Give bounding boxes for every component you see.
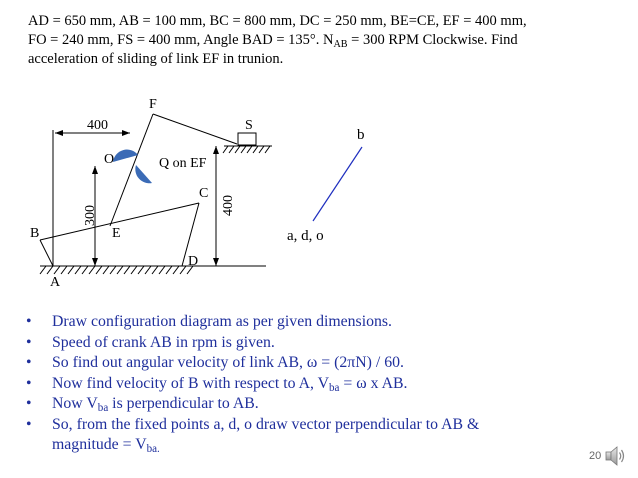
label-e: E <box>112 226 121 241</box>
label-f: F <box>149 97 157 112</box>
link-ef <box>110 114 153 226</box>
trunnion-upper-half <box>113 150 138 162</box>
step-6-continuation: magnitude = V <box>52 436 147 453</box>
step-5 <box>26 394 626 415</box>
velocity-label-ado: a, d, o <box>287 228 324 244</box>
step-1: • Draw configuration diagram as per given dimensions. <box>26 312 626 333</box>
ground-hatching <box>40 266 193 274</box>
label-c: C <box>199 186 209 201</box>
slider-hatching <box>223 146 270 153</box>
velocity-label-b: b <box>357 127 365 143</box>
step-3: • So find out angular velocity of link AB, ω = (2πN) / 60. <box>26 353 626 374</box>
label-q-on-ef: Q on EF <box>159 156 207 171</box>
trunnion-lower-half <box>135 165 152 183</box>
speaker-icon[interactable] <box>604 444 628 468</box>
dim-400-right-label: 400 <box>221 195 236 216</box>
step-6 <box>26 415 626 456</box>
velocity-vector-ba <box>313 147 362 221</box>
dim-300-label: 300 <box>83 205 98 226</box>
dimension-arrows <box>55 130 219 266</box>
solution-steps <box>26 312 626 456</box>
label-s: S <box>245 118 253 133</box>
problem-line-2-tail: = 300 RPM Clockwise. Find <box>347 32 518 48</box>
problem-line-1: AD = 650 mm, AB = 100 mm, BC = 800 mm, DC = 250 mm, BE=CE, EF = 400 mm, <box>28 13 527 29</box>
step-5-text: Now V <box>52 395 98 412</box>
step-4-subscript: ba <box>329 381 340 394</box>
link-ab <box>40 240 53 266</box>
step-4-text: Now find velocity of B with respect to A, V <box>52 374 329 392</box>
label-d: D <box>188 254 199 269</box>
problem-subscript-ab: AB <box>333 39 348 50</box>
slide-number: 20 <box>589 450 602 462</box>
problem-line-3: acceleration of sliding of link EF in trunion. <box>28 51 284 67</box>
slider-block <box>238 133 256 145</box>
step-6-subscript: ba. <box>146 443 160 455</box>
step-5-tail: is perpendicular to AB. <box>108 395 259 412</box>
label-b: B <box>30 226 40 241</box>
step-6-text: So, from the fixed points a, d, o draw vector perpendicular to AB & <box>52 415 480 433</box>
step-5-subscript: ba <box>97 402 109 414</box>
label-o: O <box>104 152 115 167</box>
step-4 <box>26 374 626 395</box>
problem-line-2-text: FO = 240 mm, FS = 400 mm, Angle BAD = 135°. N <box>28 32 334 48</box>
step-2: • Speed of crank AB in rpm is given. <box>26 333 626 354</box>
step-4-tail: = ω x AB. <box>339 374 408 392</box>
link-fs <box>153 114 237 144</box>
label-a: A <box>50 275 61 290</box>
dim-400-top-label: 400 <box>87 118 108 133</box>
